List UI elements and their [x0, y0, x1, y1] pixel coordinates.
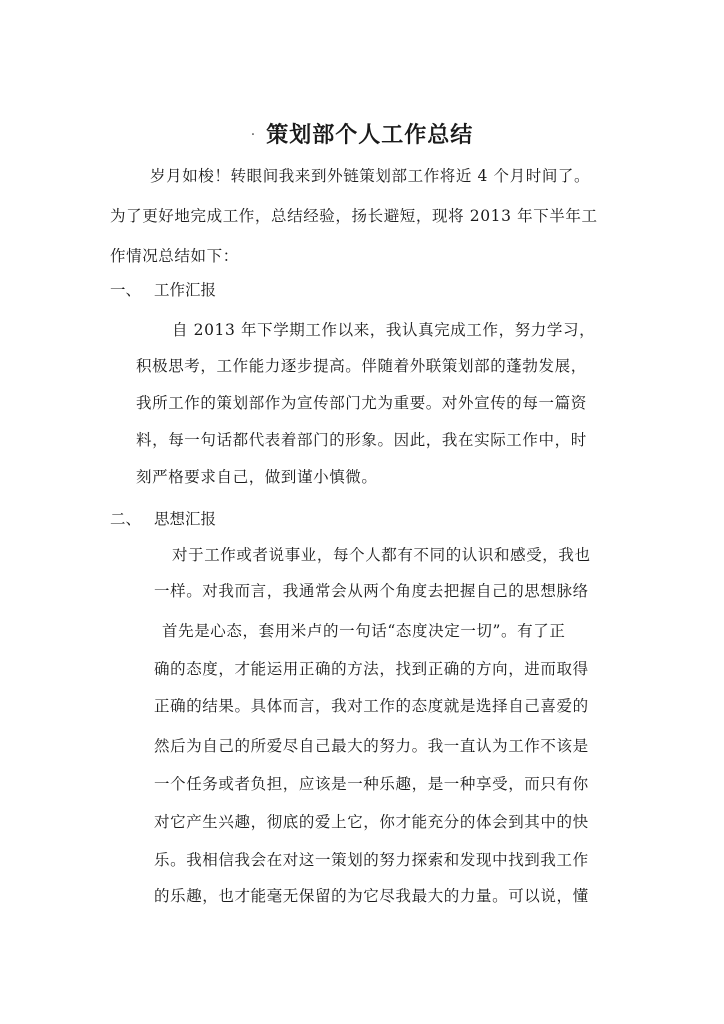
intro-line-1: 岁月如梭！转眼间我来到外链策划部工作将近 4 个月时间了。	[150, 167, 591, 185]
section-2-number: 二、	[110, 510, 142, 528]
section-1-line-2: 积极思考，工作能力逐步提高。伴随着外联策划部的蓬勃发展，	[136, 357, 587, 375]
section-1-line-4: 料，每一句话都代表着部门的形象。因此，我在实际工作中，时	[136, 431, 587, 449]
section-1-title: 工作汇报	[154, 281, 217, 299]
title-mark: ·	[250, 127, 257, 143]
section-2-heading	[110, 509, 216, 529]
section-1-number: 一、	[110, 281, 142, 299]
section-2-line-8: 对它产生兴趣，彻底的爱上它，你才能充分的体会到其中的快	[154, 813, 589, 831]
section-2-line-4: 确的态度，才能运用正确的方法，找到正确的方向，进而取得	[154, 660, 589, 678]
intro-line-2: 为了更好地完成工作，总结经验，扬长避短，现将 2013 年下半年工	[110, 207, 598, 225]
section-2-line-2: 一样。对我而言，我通常会从两个角度去把握自己的思想脉络	[154, 582, 589, 600]
section-2-line-10: 的乐趣，也才能毫无保留的为它尽我最大的力量。可以说，懂	[154, 887, 589, 905]
section-1-heading	[110, 280, 216, 300]
section-1-line-1: 自 2013 年下学期工作以来，我认真完成工作，努力学习，	[172, 321, 596, 339]
intro-line-3: 作情况总结如下：	[110, 247, 239, 265]
section-2-line-3: 首先是心态，套用米卢的一句话“态度决定一切”。有了正	[162, 622, 566, 640]
section-2-line-9: 乐。我相信我会在对这一策划的努力探索和发现中找到我工作	[154, 851, 589, 869]
section-2-line-5: 正确的结果。具体而言，我对工作的态度就是选择自己喜爱的	[154, 697, 589, 715]
section-2-line-6: 然后为自己的所爱尽自己最大的努力。我一直认为工作不该是	[154, 737, 589, 755]
section-2-line-1: 对于工作或者说事业，每个人都有不同的认识和感受，我也	[172, 546, 591, 564]
document-title-row	[0, 118, 724, 149]
section-1-line-5: 刻严格要求自己，做到谨小慎微。	[136, 468, 378, 486]
section-2-line-7: 一个任务或者负担，应该是一种乐趣，是一种享受，而只有你	[154, 775, 589, 793]
section-2-title: 思想汇报	[154, 510, 217, 528]
document-title: 策划部个人工作总结	[266, 123, 474, 148]
section-1-line-3: 我所工作的策划部作为宣传部门尤为重要。对外宣传的每一篇资	[136, 394, 587, 412]
